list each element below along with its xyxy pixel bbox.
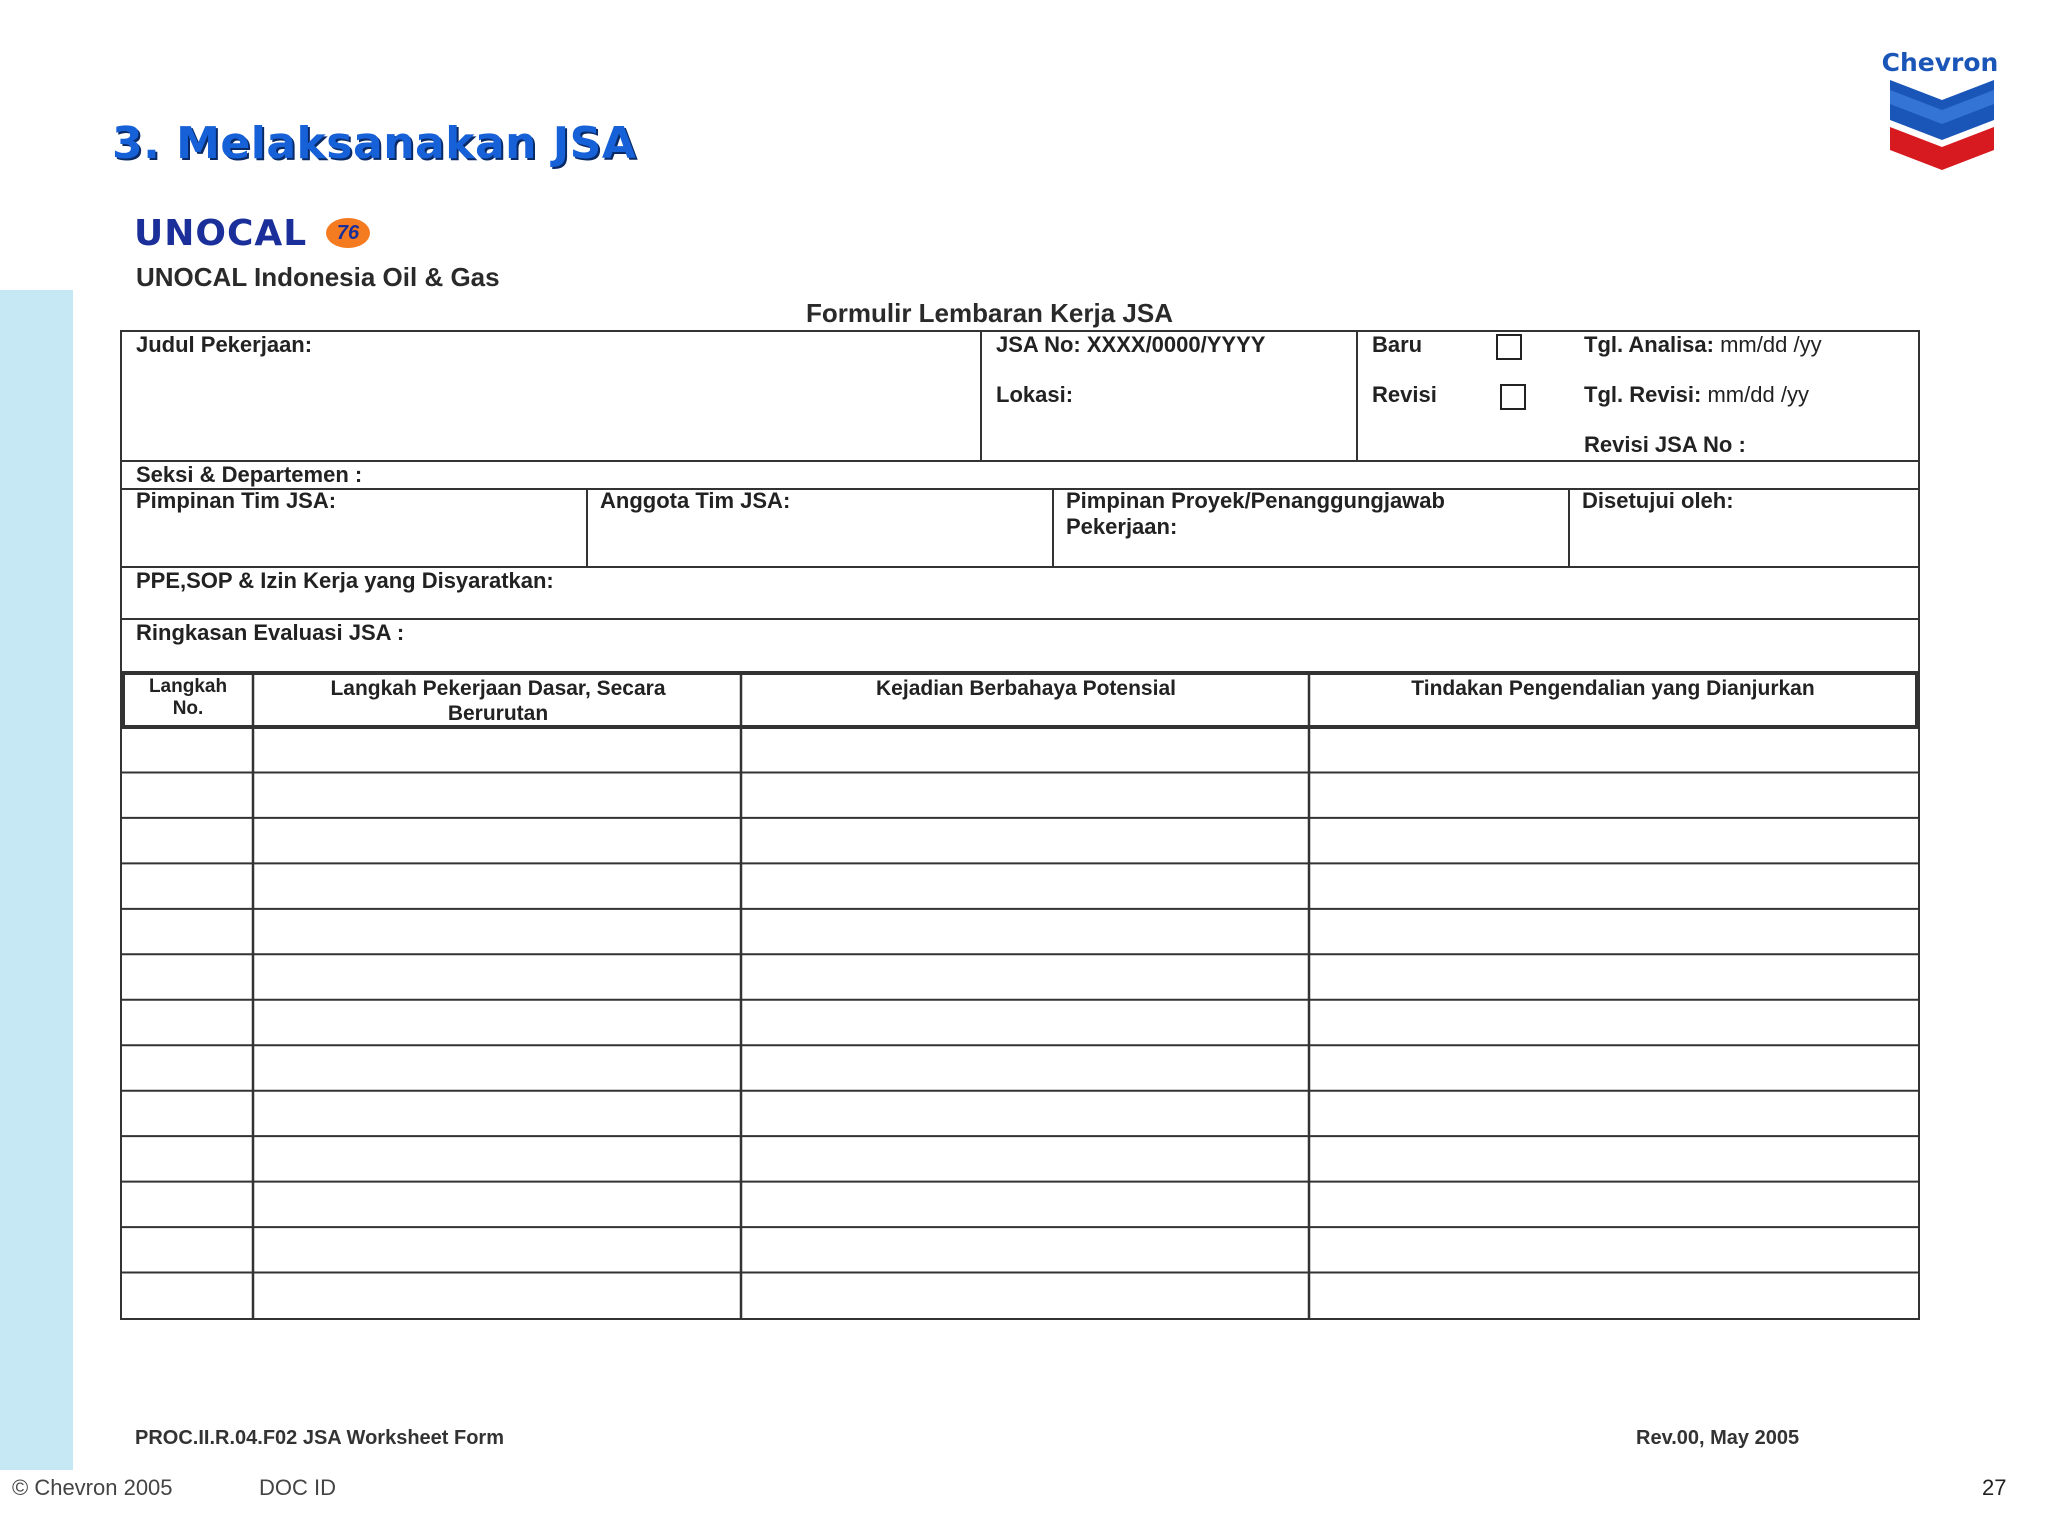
divider: [1052, 488, 1054, 566]
divider: [1568, 488, 1570, 566]
unocal-76-badge: 76: [326, 218, 370, 248]
side-accent-bar: [0, 290, 73, 1470]
column-header-langkah-pekerjaan: [254, 676, 742, 726]
judul-pekerjaan-field[interactable]: Judul Pekerjaan:: [136, 332, 313, 357]
pimpinan-proyek-label-line2: Pekerjaan:: [1066, 514, 1178, 539]
pimpinan-proyek-field[interactable]: [1066, 488, 1445, 540]
column-header-langkah-no: [122, 676, 254, 720]
divider: [1356, 332, 1358, 460]
column-header-langkah-pekerjaan-line2: Berurutan: [447, 702, 549, 725]
column-header-langkah-no-line1: Langkah: [148, 676, 228, 697]
form-title: Formulir Lembaran Kerja JSA: [806, 298, 1173, 328]
seksi-departemen-field[interactable]: Seksi & Departemen :: [136, 462, 363, 487]
steps-table-grid: [122, 332, 1918, 1318]
chevron-hallmark-icon: [1890, 78, 1994, 170]
ringkasan-evaluasi-field[interactable]: Ringkasan Evaluasi JSA :: [136, 620, 405, 645]
anggota-tim-field[interactable]: Anggota Tim JSA:: [600, 488, 791, 513]
column-header-langkah-no-line2: No.: [172, 698, 204, 719]
baru-label: Baru: [1372, 332, 1423, 357]
divider: [980, 332, 982, 460]
tgl-revisi-field[interactable]: [1584, 382, 1809, 408]
doc-id-text: DOC ID: [259, 1475, 336, 1500]
chevron-logo: [1880, 48, 2000, 172]
unocal-logo-text: UNOCAL: [134, 213, 308, 254]
ppe-sop-field[interactable]: PPE,SOP & Izin Kerja yang Disyaratkan:: [136, 568, 554, 593]
copyright-text: © Chevron 2005: [12, 1475, 173, 1500]
column-header-tindakan: Tindakan Pengendalian yang Dianjurkan: [1411, 677, 1815, 700]
pimpinan-tim-field[interactable]: Pimpinan Tim JSA:: [136, 488, 337, 513]
jsa-worksheet-form: [120, 330, 1920, 1320]
chevron-logo-text: Chevron: [1881, 48, 1999, 77]
jsa-no-label: JSA No:: [996, 332, 1081, 357]
tgl-analisa-field[interactable]: [1584, 332, 1822, 358]
tgl-revisi-label: Tgl. Revisi:: [1584, 382, 1702, 407]
column-header-langkah-pekerjaan-line1: Langkah Pekerjaan Dasar, Secara: [330, 677, 666, 700]
revisi-checkbox[interactable]: [1500, 384, 1526, 410]
tgl-revisi-value: mm/dd /yy: [1707, 382, 1809, 407]
form-revision: Rev.00, May 2005: [1636, 1427, 1800, 1449]
form-code: PROC.II.R.04.F02 JSA Worksheet Form: [135, 1427, 504, 1449]
jsa-no-value: XXXX/0000/YYYY: [1086, 332, 1266, 357]
page-number: 27: [1982, 1475, 2007, 1500]
revisi-label: Revisi: [1372, 382, 1437, 407]
lokasi-field[interactable]: Lokasi:: [996, 382, 1074, 407]
column-header-kejadian: Kejadian Berbahaya Potensial: [876, 677, 1176, 700]
pimpinan-proyek-label-line1: Pimpinan Proyek/Penanggungjawab: [1066, 488, 1445, 513]
tgl-analisa-value: mm/dd /yy: [1720, 332, 1822, 357]
divider: [586, 488, 588, 566]
tgl-analisa-label: Tgl. Analisa:: [1584, 332, 1714, 357]
jsa-no-field[interactable]: [996, 332, 1265, 358]
baru-checkbox[interactable]: [1496, 334, 1522, 360]
disetujui-field[interactable]: Disetujui oleh:: [1582, 488, 1734, 513]
slide-title: 3. Melaksanakan JSA: [112, 118, 637, 169]
revisi-jsa-no-field[interactable]: Revisi JSA No :: [1584, 432, 1746, 457]
company-name: UNOCAL Indonesia Oil & Gas: [136, 262, 500, 292]
divider: [122, 460, 1918, 462]
unocal-logo: [134, 212, 394, 256]
